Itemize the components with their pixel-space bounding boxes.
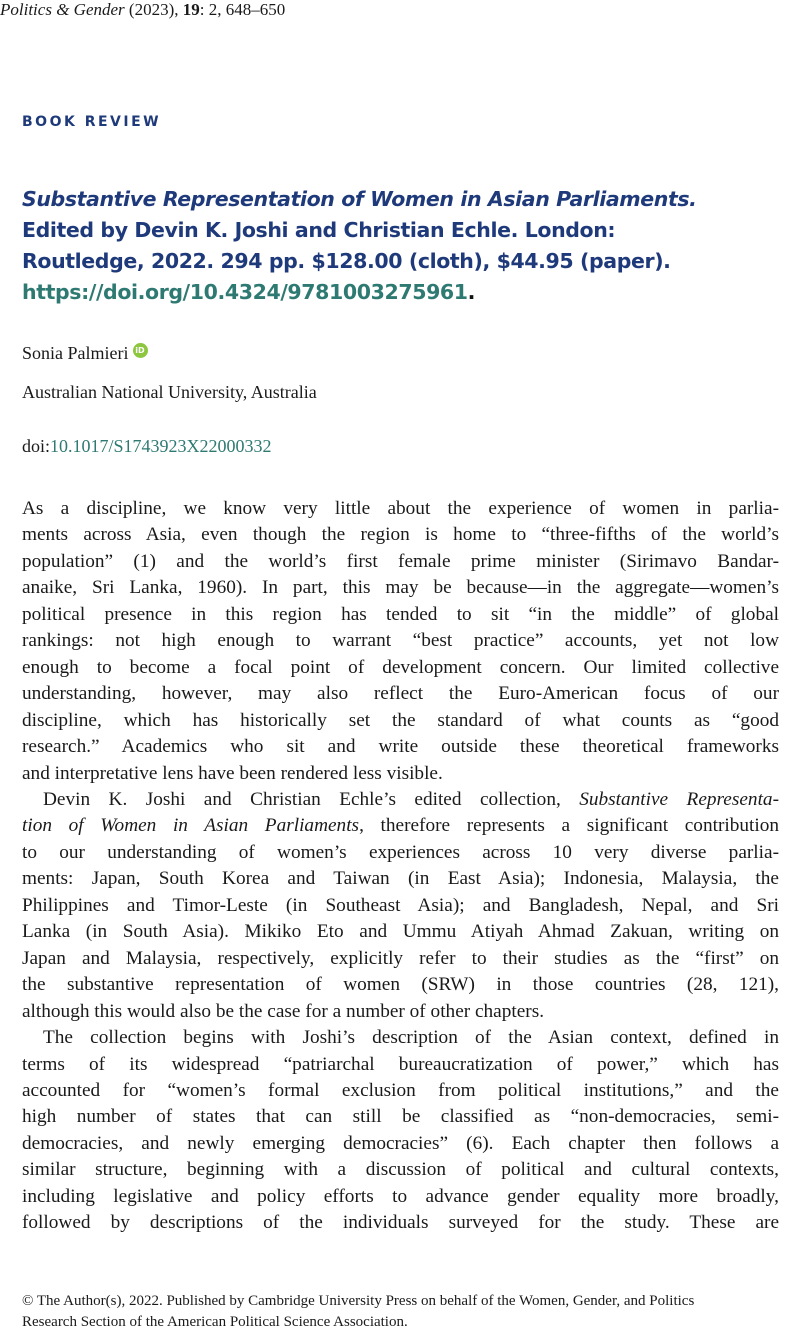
text: followed by descriptions of the individuals surveyed for the study. These are xyxy=(22,1212,779,1234)
book-doi-link[interactable]: https://doi.org/10.4324/9781003275961 xyxy=(22,280,468,304)
paragraph xyxy=(22,496,779,787)
text: rankings: not high enough to warrant “best practice” accounts, yet not low xyxy=(22,630,779,652)
footer-line-2: Research Section of the American Political Science Association. xyxy=(22,1314,408,1330)
text: Lanka (in South Asia). Mikiko Eto and Ummu Atiyah Ahmad Zakuan, writing on xyxy=(22,921,779,943)
author-affiliation: Australian National University, Australia xyxy=(22,382,317,402)
text-line xyxy=(22,602,779,628)
text-line xyxy=(22,1157,779,1183)
text: understanding, however, may also reflect the Euro-American focus of our xyxy=(22,683,779,705)
paragraph xyxy=(22,787,779,1025)
text: research.” Academics who sit and write outside these theoretical frameworks xyxy=(22,736,779,758)
text-line xyxy=(22,681,779,707)
text: Philippines and Timor-Leste (in Southeast Asia); and Bangladesh, Nepal, and Sri xyxy=(22,894,779,916)
text: ments across Asia, even though the region is home to “three-fifths of the world’s xyxy=(22,524,779,546)
text: Devin K. Joshi and Christian Echle’s edited collection, xyxy=(43,788,580,810)
text-line xyxy=(22,1052,779,1078)
footer-line-1: © The Author(s), 2022. Published by Cambridge University Press on behalf of the Women, Gender, and Politics xyxy=(22,1293,695,1309)
text: , therefore represents a significant contribution xyxy=(359,815,779,837)
text: discipline, which has historically set the standard of what counts as “good xyxy=(22,709,779,731)
book-details-line1: Edited by Devin K. Joshi and Christian Echle. London: xyxy=(22,218,616,242)
text-line xyxy=(22,1104,779,1130)
author xyxy=(22,343,148,364)
text-line xyxy=(22,813,779,839)
author-name: Sonia Palmieri xyxy=(22,343,129,363)
journal-volume: 19 xyxy=(182,0,200,19)
article-doi-link[interactable]: 10.1017/S1743923X22000332 xyxy=(50,436,272,456)
text-line xyxy=(22,972,779,998)
text-line xyxy=(22,787,779,813)
text: similar structure, beginning with a discussion of political and cultural contexts, xyxy=(22,1159,779,1181)
text-line xyxy=(22,866,779,892)
journal-name: Politics & Gender xyxy=(0,0,125,19)
text-line xyxy=(22,1025,779,1051)
text: Japan and Malaysia, respectively, explicitly refer to their studies as the “first” on xyxy=(22,947,779,969)
text: population” (1) and the world’s first female prime minister (Sirimavo Bandar- xyxy=(22,550,779,572)
text: accounted for “women’s formal exclusion from political institutions,” and the xyxy=(22,1079,779,1101)
text: democracies, and newly emerging democracies” (6). Each chapter then follows a xyxy=(22,1132,779,1154)
article-doi xyxy=(22,436,272,457)
text-line xyxy=(22,946,779,972)
text-line xyxy=(22,655,779,681)
text-line xyxy=(22,761,779,787)
title-end-period: . xyxy=(467,280,476,304)
text: As a discipline, we know very little about the experience of women in parlia- xyxy=(22,498,779,519)
text-line xyxy=(22,1131,779,1157)
text-line xyxy=(22,999,779,1025)
text-line xyxy=(22,1210,779,1236)
italic-text: Substantive Representa- xyxy=(579,788,779,810)
journal-citation xyxy=(0,0,285,20)
text-line xyxy=(22,496,779,522)
section-label: BOOK REVIEW xyxy=(22,114,162,130)
text: enough to become a focal point of development concern. Our limited collective xyxy=(22,656,779,678)
text: anaike, Sri Lanka, 1960). In part, this may be because—in the aggregate—women’s xyxy=(22,577,779,599)
doi-prefix: doi: xyxy=(22,436,51,456)
journal-year: (2023), xyxy=(128,0,179,19)
article-body xyxy=(22,496,779,1237)
copyright-footer xyxy=(22,1291,779,1333)
text: ments: Japan, South Korea and Taiwan (in East Asia); Indonesia, Malaysia, the xyxy=(22,868,779,890)
text-line xyxy=(22,708,779,734)
text-line xyxy=(22,1184,779,1210)
italic-text: tion of Women in Asian Parliaments xyxy=(22,815,360,837)
book-details-line2: Routledge, 2022. 294 pp. $128.00 (cloth), $44.95 (paper). xyxy=(22,249,671,273)
text-line xyxy=(22,575,779,601)
text: high number of states that can still be classified as “non-democracies, semi- xyxy=(22,1106,779,1128)
text: the substantive representation of women (SRW) in those countries (28, 121), xyxy=(22,974,779,996)
review-title xyxy=(22,184,792,308)
text: including legislative and policy efforts to advance gender equality more broadly, xyxy=(22,1185,779,1207)
text-line xyxy=(22,893,779,919)
text-line xyxy=(22,734,779,760)
text-line xyxy=(22,1078,779,1104)
text: political presence in this region has tended to sit “in the middle” of global xyxy=(22,603,779,625)
text: terms of its widespread “patriarchal bureaucratization of power,” which has xyxy=(22,1053,779,1075)
text: and interpretative lens have been rendered less visible. xyxy=(22,762,443,784)
orcid-icon[interactable]: iD xyxy=(133,343,148,358)
text-line xyxy=(22,628,779,654)
text-line xyxy=(22,522,779,548)
text-line xyxy=(22,840,779,866)
text-line xyxy=(22,549,779,575)
paragraph xyxy=(22,1025,779,1237)
text-line xyxy=(22,919,779,945)
journal-issue-pages: : 2, 648–650 xyxy=(199,0,286,19)
text: The collection begins with Joshi’s description of the Asian context, defined in xyxy=(43,1027,779,1049)
text: to our understanding of women’s experiences across 10 very diverse parlia- xyxy=(22,841,779,863)
book-title: Substantive Representation of Women in Asian Parliaments. xyxy=(22,187,697,211)
text: although this would also be the case for a number of other chapters. xyxy=(22,1000,545,1022)
